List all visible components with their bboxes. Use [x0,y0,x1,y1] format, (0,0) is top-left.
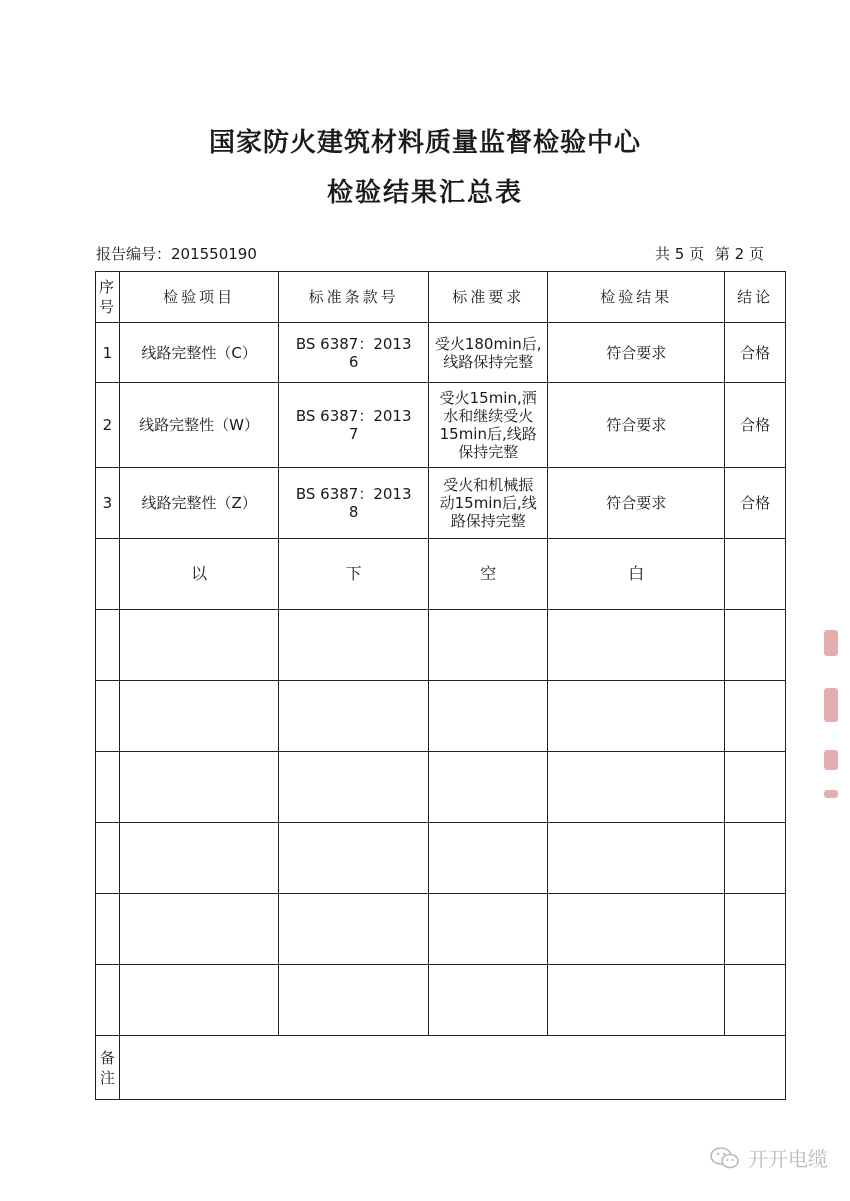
total-pages: 共 5 页 [655,245,705,263]
report-number: 报告编号：201550190 [96,245,257,263]
table-row [96,468,786,539]
cell-item: 线路完整性（Z） [119,468,278,539]
cell-conclusion: 合格 [725,323,786,383]
cell-result: 符合要求 [548,383,725,468]
col-header-clause: 标准条款号 [279,272,429,323]
col-header-requirement: 标准要求 [429,272,548,323]
table-header-row [96,272,786,323]
cell-requirement: 受火180min后, 线路保持完整 [429,323,548,383]
seal-stamp-fragment [822,630,842,810]
cell-empty [96,539,120,610]
blank-notice-word: 以 [119,539,278,610]
cell-requirement: 受火和机械振 动15min后,线 路保持完整 [429,468,548,539]
empty-row [96,894,786,965]
empty-row [96,610,786,681]
empty-row [96,823,786,894]
cell-result: 符合要求 [548,468,725,539]
remark-row [96,1036,786,1100]
blank-notice-word: 下 [279,539,429,610]
col-header-conclusion: 结论 [725,272,786,323]
empty-row [96,752,786,823]
empty-row [96,681,786,752]
col-header-no: 序号 [96,272,120,323]
empty-row [96,965,786,1036]
cell-empty [725,539,786,610]
col-header-result: 检验结果 [548,272,725,323]
cell-conclusion: 合格 [725,468,786,539]
table-row [96,323,786,383]
cell-conclusion: 合格 [725,383,786,468]
remark-label: 备注 [96,1036,120,1100]
wechat-icon [710,1147,740,1169]
remark-content [119,1036,785,1100]
blank-notice-row [96,539,786,610]
document-subtitle: 检验结果汇总表 [326,178,523,208]
watermark [710,1143,828,1172]
current-page: 第 2 页 [714,245,764,263]
blank-notice-word: 空 [429,539,548,610]
col-header-item: 检验项目 [119,272,278,323]
cell-no: 3 [96,468,120,539]
cell-item: 线路完整性（W） [119,383,278,468]
cell-requirement: 受火15min,洒 水和继续受火 15min后,线路 保持完整 [429,383,548,468]
watermark-text: 开开电缆 [748,1147,828,1171]
cell-clause: BS 6387：2013 7 [279,383,429,468]
cell-clause: BS 6387：2013 8 [279,468,429,539]
cell-no: 1 [96,323,120,383]
cell-clause: BS 6387：2013 6 [279,323,429,383]
cell-no: 2 [96,383,120,468]
page-info [649,243,764,264]
cell-item: 线路完整性（C） [119,323,278,383]
blank-notice-word: 白 [548,539,725,610]
cell-result: 符合要求 [548,323,725,383]
table-row [96,383,786,468]
results-table [95,271,786,1100]
document-title: 国家防火建筑材料质量监督检验中心 [208,128,641,158]
